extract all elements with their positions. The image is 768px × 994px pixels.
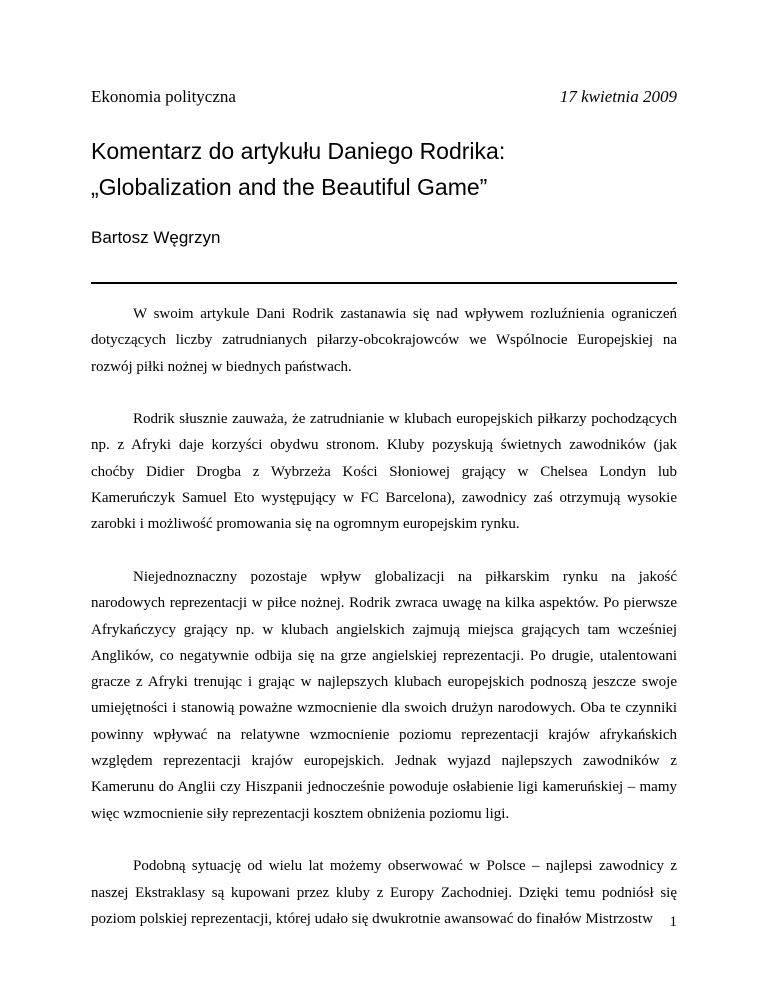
paragraph: W swoim artykule Dani Rodrik zastanawia się nad wpływem rozluźnienia ograniczeń dotyczących liczby zatrudnianych piłarzy-obcokrajowców we Wspólnocie Europejskiej na rozwój piłki nożnej w biednych państwach.: [91, 306, 677, 375]
author-name: Bartosz Węgrzyn: [91, 228, 221, 247]
title-line-1: Komentarz do artykułu Daniego Rodrika:: [91, 138, 506, 164]
paragraph: Niejednoznaczny pozostaje wpływ globalizacji na piłkarskim rynku na jakość narodowych reprezentacji w piłce nożnej. Rodrik zwraca uwagę na kilka aspektów. Po pierwsze Afrykańczycy grający np. w klubach angielskich zajmują miejsca grających tam wcześniej Anglików, co negatywnie odbija się na grze angielskiej reprezentacji. Po drugie, utalentowani gracze z Afryki trenując i grając w najlepszych klubach europejskich podnoszą jeszcze swoje umiejętności i stanowią poważne wzmocnienie dla swoich drużyn narodowych. Oba te czynniki powinny wpływać na relatywne wzmocnienie poziomu reprezentacji krajów afrykańskich względem reprezentacji krajów europejskich. Jednak wyjazd najlepszych zawodników z Kamerunu do Anglii czy Hiszpanii jednocześnie powoduje osłabienie ligi kameruńskiej – mamy więc wzmocnienie siły reprezentacji kosztem obniżenia poziomu ligi.: [91, 568, 677, 822]
horizontal-rule: [91, 282, 677, 284]
document-date: 17 kwietnia 2009: [559, 87, 677, 106]
course-name: Ekonomia polityczna: [91, 87, 236, 106]
title-line-2: „Globalization and the Beautiful Game”: [91, 174, 488, 200]
page-number: 1: [669, 914, 677, 930]
paragraph: Rodrik słusznie zauważa, że zatrudnianie w klubach europejskich piłkarzy pochodzących np. z Afryki daje korzyści obydwu stronom. Kluby pozyskują świetnych zawodników (jak choćby Didier Drogba z Wybrzeża Kości Słoniowej grający w Chelsea Londyn lub Kameruńczyk Samuel Eto występujący w FC Barcelona), zawodnicy zaś otrzymują wysokie zarobki i możliwość promowania się na ogromnym europejskim rynku.: [91, 411, 677, 533]
body-text: [91, 301, 677, 932]
paragraph: Podobną sytuację od wielu lat możemy obserwować w Polsce – najlepsi zawodnicy z naszej Ekstraklasy są kupowani przez kluby z Europy Zachodniej. Dzięki temu podniósł się poziom polskiej reprezentacji, której udało się dwukrotnie awansować do finałów Mistrzostw: [91, 858, 677, 927]
